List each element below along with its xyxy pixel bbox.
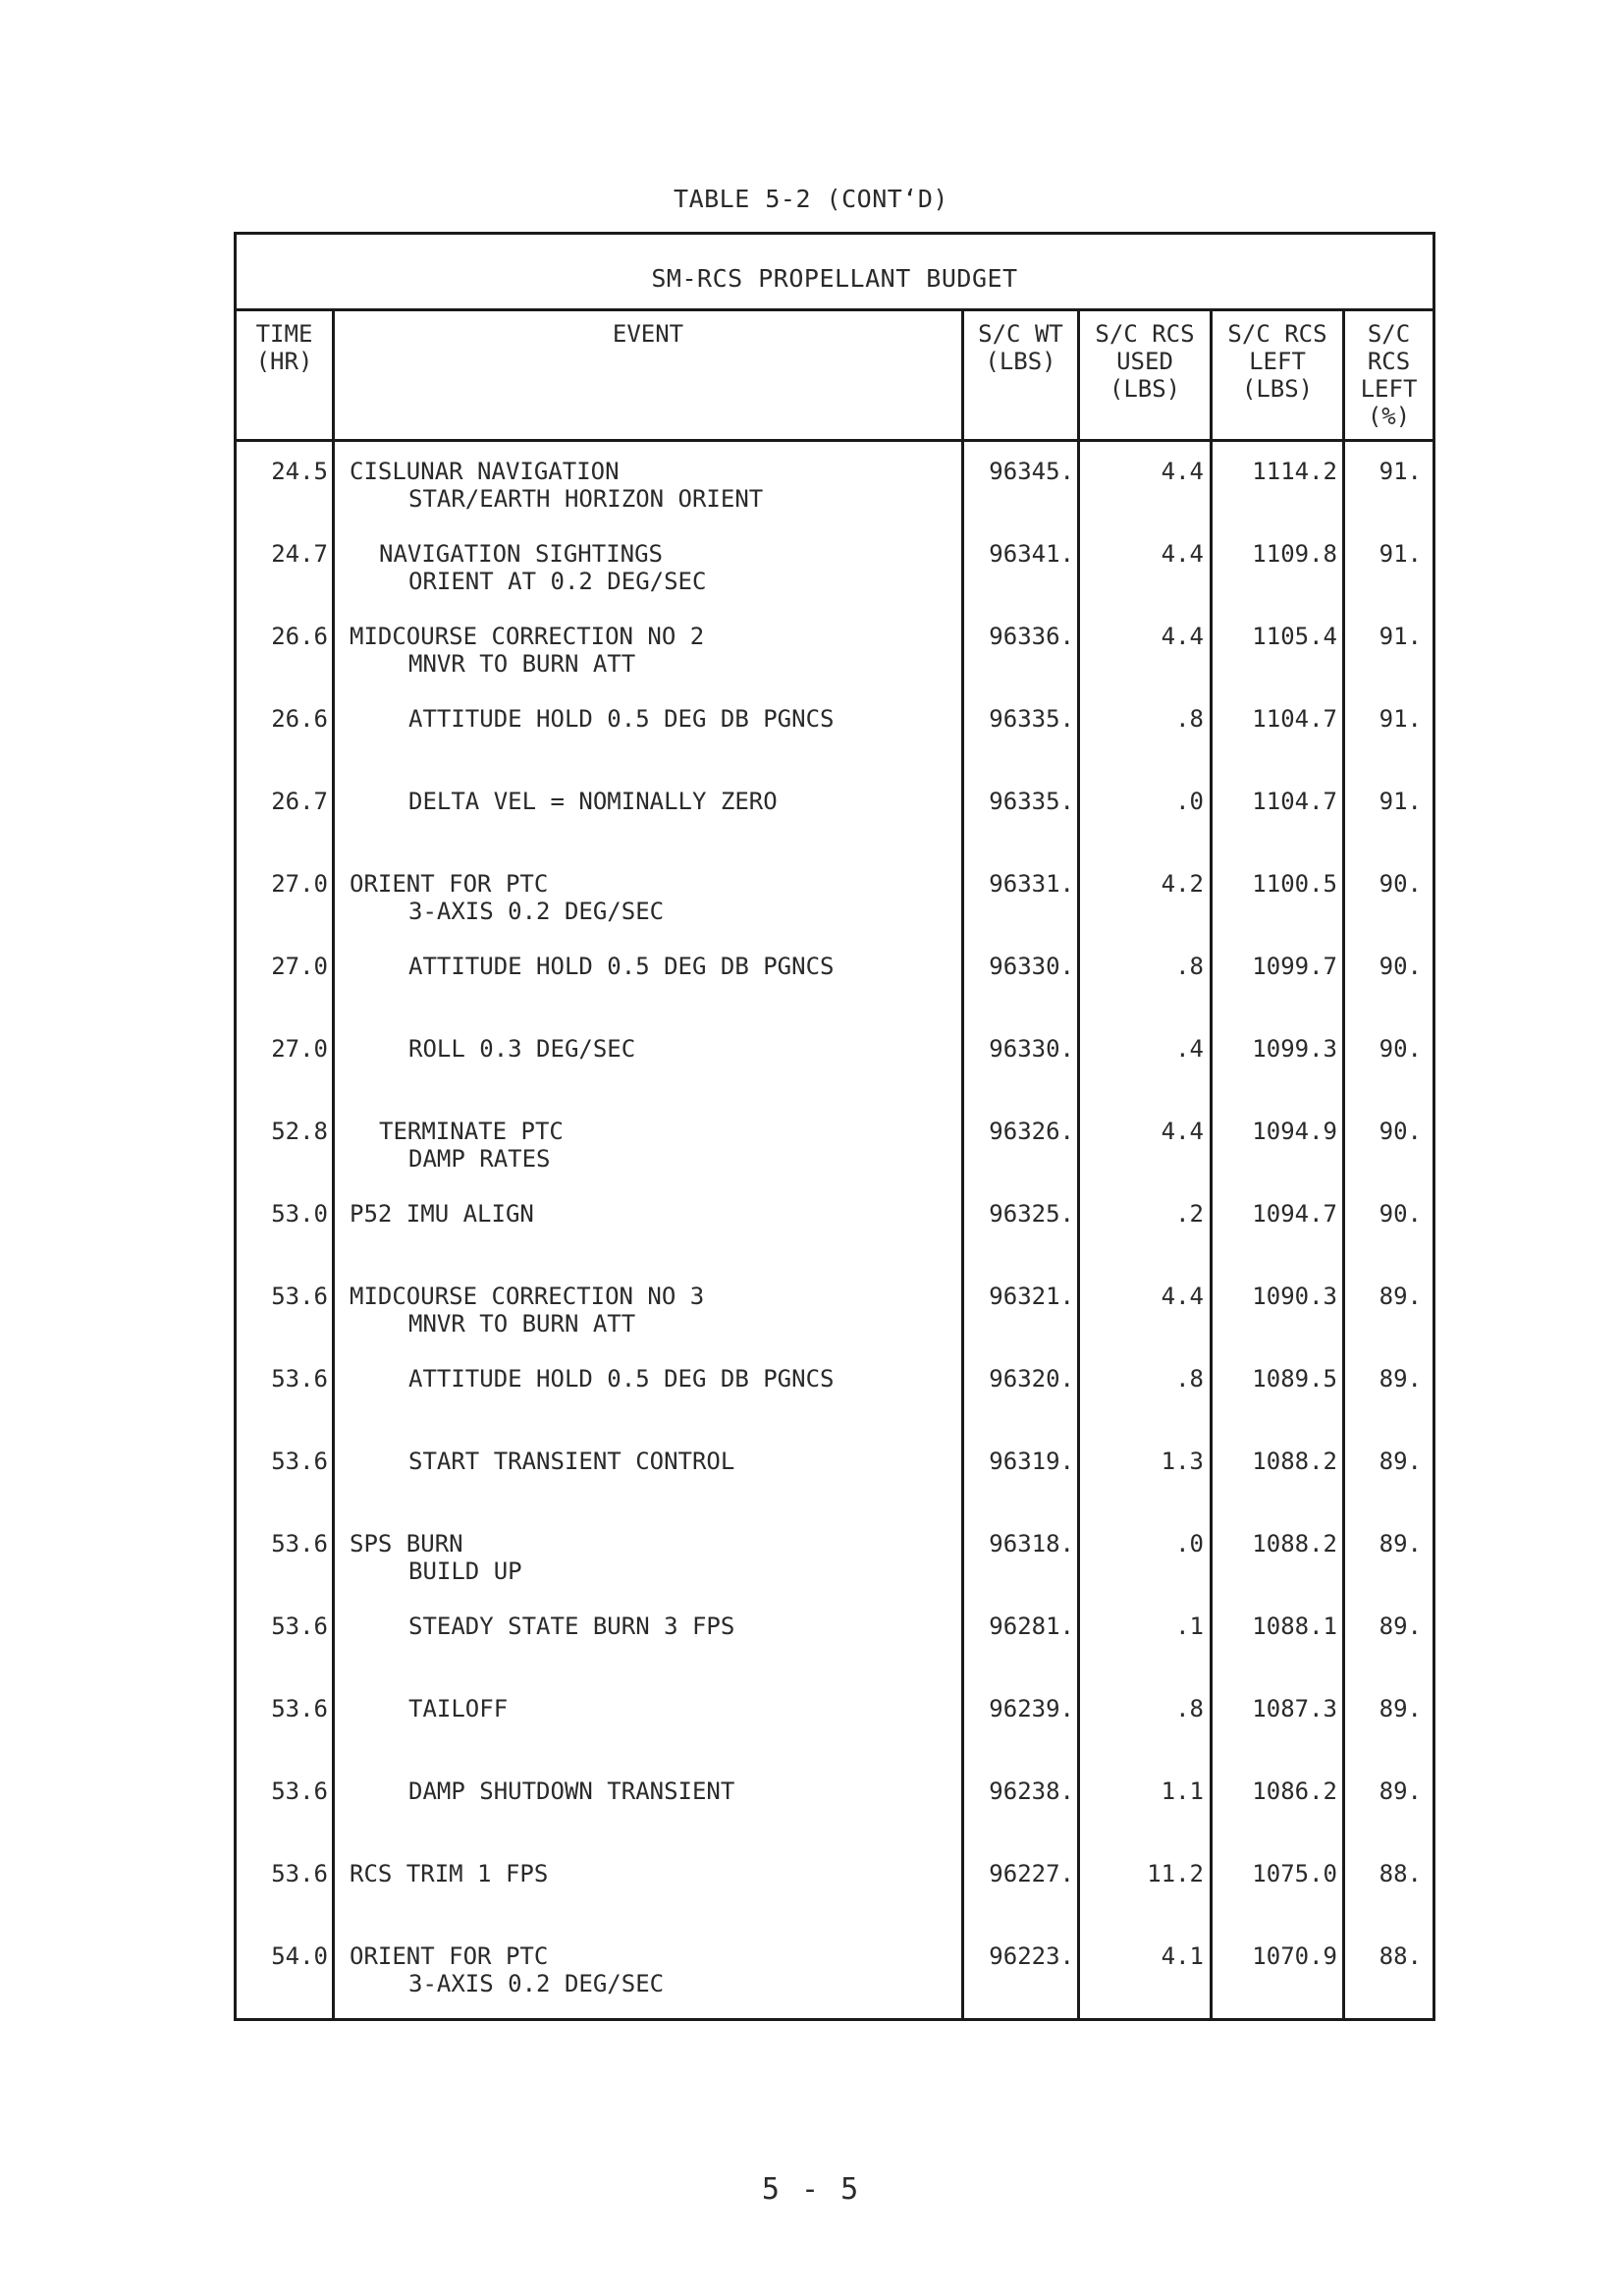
event-cell: CISLUNAR NAVIGATION (350, 458, 620, 485)
table-row (0, 1695, 1622, 1777)
time-cell: 26.6 (271, 623, 328, 650)
column-header-pct: S/C RCS LEFT (%) (1360, 320, 1418, 430)
table-row (0, 1365, 1622, 1448)
event-cell: ORIENT FOR PTC (350, 870, 549, 898)
time-cell: 53.6 (271, 1613, 328, 1640)
rcs-used-cell: .0 (1175, 1530, 1204, 1558)
time-cell: 26.7 (271, 788, 328, 815)
event-cell: SPS BURN (350, 1530, 463, 1558)
event-detail-cell: STAR/EARTH HORIZON ORIENT (408, 485, 764, 513)
rcs-used-cell: .1 (1175, 1613, 1204, 1640)
weight-cell: 96345. (989, 458, 1074, 485)
rcs-left-pct-cell: 90. (1379, 1200, 1422, 1228)
weight-cell: 96318. (989, 1530, 1074, 1558)
table-row (0, 1942, 1622, 2025)
event-detail-cell: ORIENT AT 0.2 DEG/SEC (408, 568, 707, 595)
time-cell: 27.0 (271, 870, 328, 898)
event-cell: ATTITUDE HOLD 0.5 DEG DB PGNCS (408, 705, 835, 733)
time-cell: 53.6 (271, 1448, 328, 1475)
rcs-used-cell: .2 (1175, 1200, 1204, 1228)
event-cell: ATTITUDE HOLD 0.5 DEG DB PGNCS (408, 953, 835, 980)
rcs-used-cell: 11.2 (1147, 1860, 1204, 1887)
table-row (0, 540, 1622, 623)
rcs-left-cell: 1089.5 (1252, 1365, 1337, 1393)
rcs-used-cell: .8 (1175, 953, 1204, 980)
column-header-left: S/C RCS LEFT (LBS) (1227, 320, 1327, 403)
rcs-left-pct-cell: 90. (1379, 1118, 1422, 1145)
rcs-left-pct-cell: 91. (1379, 623, 1422, 650)
table-row (0, 1035, 1622, 1118)
rcs-left-cell: 1094.7 (1252, 1200, 1337, 1228)
rcs-used-cell: 4.1 (1161, 1942, 1204, 1970)
weight-cell: 96331. (989, 870, 1074, 898)
table-row (0, 1283, 1622, 1365)
table-row (0, 788, 1622, 870)
time-cell: 27.0 (271, 953, 328, 980)
rcs-left-pct-cell: 89. (1379, 1777, 1422, 1805)
time-cell: 53.6 (271, 1695, 328, 1722)
table-row (0, 1530, 1622, 1613)
time-cell: 24.7 (271, 540, 328, 568)
event-cell: ATTITUDE HOLD 0.5 DEG DB PGNCS (408, 1365, 835, 1393)
rcs-used-cell: .0 (1175, 788, 1204, 815)
table-row (0, 1200, 1622, 1283)
weight-cell: 96320. (989, 1365, 1074, 1393)
event-cell: RCS TRIM 1 FPS (350, 1860, 549, 1887)
weight-cell: 96326. (989, 1118, 1074, 1145)
rcs-left-cell: 1088.2 (1252, 1448, 1337, 1475)
weight-cell: 96223. (989, 1942, 1074, 1970)
event-cell: NAVIGATION SIGHTINGS (379, 540, 663, 568)
rcs-left-pct-cell: 88. (1379, 1860, 1422, 1887)
rcs-left-cell: 1104.7 (1252, 705, 1337, 733)
event-cell: TAILOFF (408, 1695, 509, 1722)
weight-cell: 96281. (989, 1613, 1074, 1640)
rcs-used-cell: 4.4 (1161, 540, 1204, 568)
event-cell: DELTA VEL = NOMINALLY ZERO (408, 788, 778, 815)
rcs-left-pct-cell: 89. (1379, 1530, 1422, 1558)
header-divider (234, 439, 1435, 442)
title-divider (234, 308, 1435, 311)
rcs-used-cell: .8 (1175, 1365, 1204, 1393)
event-detail-cell: BUILD UP (408, 1558, 522, 1585)
rcs-used-cell: .8 (1175, 705, 1204, 733)
weight-cell: 96239. (989, 1695, 1074, 1722)
rcs-left-cell: 1088.2 (1252, 1530, 1337, 1558)
weight-cell: 96335. (989, 705, 1074, 733)
rcs-left-cell: 1088.1 (1252, 1613, 1337, 1640)
rcs-left-cell: 1099.7 (1252, 953, 1337, 980)
rcs-left-cell: 1099.3 (1252, 1035, 1337, 1063)
time-cell: 53.6 (271, 1365, 328, 1393)
event-detail-cell: MNVR TO BURN ATT (408, 1310, 636, 1338)
column-header-used: S/C RCS USED (LBS) (1095, 320, 1195, 403)
rcs-left-pct-cell: 90. (1379, 1035, 1422, 1063)
rcs-used-cell: .4 (1175, 1035, 1204, 1063)
table-row (0, 953, 1622, 1035)
table-row (0, 458, 1622, 540)
rcs-left-pct-cell: 90. (1379, 870, 1422, 898)
weight-cell: 96330. (989, 1035, 1074, 1063)
rcs-left-pct-cell: 89. (1379, 1283, 1422, 1310)
rcs-left-cell: 1075.0 (1252, 1860, 1337, 1887)
time-cell: 53.6 (271, 1860, 328, 1887)
event-cell: STEADY STATE BURN 3 FPS (408, 1613, 735, 1640)
weight-cell: 96341. (989, 540, 1074, 568)
table-row (0, 870, 1622, 953)
event-cell: DAMP SHUTDOWN TRANSIENT (408, 1777, 735, 1805)
rcs-left-cell: 1070.9 (1252, 1942, 1337, 1970)
rcs-left-cell: 1090.3 (1252, 1283, 1337, 1310)
rcs-left-pct-cell: 89. (1379, 1695, 1422, 1722)
rcs-used-cell: 1.1 (1161, 1777, 1204, 1805)
rcs-left-cell: 1114.2 (1252, 458, 1337, 485)
rcs-used-cell: 4.4 (1161, 623, 1204, 650)
table-row (0, 1777, 1622, 1860)
event-detail-cell: DAMP RATES (408, 1145, 551, 1173)
rcs-left-pct-cell: 89. (1379, 1448, 1422, 1475)
rcs-left-cell: 1094.9 (1252, 1118, 1337, 1145)
rcs-left-pct-cell: 89. (1379, 1613, 1422, 1640)
weight-cell: 96325. (989, 1200, 1074, 1228)
time-cell: 53.6 (271, 1530, 328, 1558)
weight-cell: 96335. (989, 788, 1074, 815)
rcs-left-pct-cell: 91. (1379, 705, 1422, 733)
time-cell: 24.5 (271, 458, 328, 485)
event-detail-cell: MNVR TO BURN ATT (408, 650, 636, 678)
event-cell: TERMINATE PTC (379, 1118, 564, 1145)
rcs-left-pct-cell: 89. (1379, 1365, 1422, 1393)
rcs-left-pct-cell: 91. (1379, 458, 1422, 485)
weight-cell: 96336. (989, 623, 1074, 650)
weight-cell: 96238. (989, 1777, 1074, 1805)
table-row (0, 705, 1622, 788)
event-cell: MIDCOURSE CORRECTION NO 2 (350, 623, 705, 650)
time-cell: 52.8 (271, 1118, 328, 1145)
weight-cell: 96321. (989, 1283, 1074, 1310)
table-row (0, 1860, 1622, 1942)
time-cell: 53.6 (271, 1283, 328, 1310)
event-cell: P52 IMU ALIGN (350, 1200, 534, 1228)
rcs-used-cell: .8 (1175, 1695, 1204, 1722)
event-cell: ORIENT FOR PTC (350, 1942, 549, 1970)
rcs-left-pct-cell: 90. (1379, 953, 1422, 980)
column-header-event: EVENT (612, 320, 684, 348)
rcs-left-cell: 1086.2 (1252, 1777, 1337, 1805)
table-row (0, 1448, 1622, 1530)
time-cell: 53.0 (271, 1200, 328, 1228)
rcs-used-cell: 4.4 (1161, 458, 1204, 485)
rcs-used-cell: 1.3 (1161, 1448, 1204, 1475)
table-row (0, 623, 1622, 705)
rcs-left-pct-cell: 88. (1379, 1942, 1422, 1970)
rcs-left-pct-cell: 91. (1379, 540, 1422, 568)
rcs-left-cell: 1105.4 (1252, 623, 1337, 650)
table-row (0, 1118, 1622, 1200)
weight-cell: 96319. (989, 1448, 1074, 1475)
weight-cell: 96330. (989, 953, 1074, 980)
rcs-left-cell: 1109.8 (1252, 540, 1337, 568)
time-cell: 26.6 (271, 705, 328, 733)
event-cell: MIDCOURSE CORRECTION NO 3 (350, 1283, 705, 1310)
column-header-wt: S/C WT (LBS) (978, 320, 1063, 375)
rcs-left-cell: 1100.5 (1252, 870, 1337, 898)
weight-cell: 96227. (989, 1860, 1074, 1887)
rcs-left-cell: 1104.7 (1252, 788, 1337, 815)
rcs-used-cell: 4.4 (1161, 1283, 1204, 1310)
rcs-left-pct-cell: 91. (1379, 788, 1422, 815)
table-title: SM-RCS PROPELLANT BUDGET (651, 264, 1018, 293)
column-header-time: TIME (HR) (255, 320, 313, 375)
page-number: 5 - 5 (761, 2172, 861, 2207)
event-detail-cell: 3-AXIS 0.2 DEG/SEC (408, 1970, 665, 1997)
time-cell: 54.0 (271, 1942, 328, 1970)
rcs-left-cell: 1087.3 (1252, 1695, 1337, 1722)
event-cell: START TRANSIENT CONTROL (408, 1448, 735, 1475)
time-cell: 27.0 (271, 1035, 328, 1063)
event-detail-cell: 3-AXIS 0.2 DEG/SEC (408, 898, 665, 925)
time-cell: 53.6 (271, 1777, 328, 1805)
table-caption: TABLE 5-2 (CONT‘D) (674, 185, 948, 213)
rcs-used-cell: 4.4 (1161, 1118, 1204, 1145)
event-cell: ROLL 0.3 DEG/SEC (408, 1035, 636, 1063)
table-row (0, 1613, 1622, 1695)
rcs-used-cell: 4.2 (1161, 870, 1204, 898)
